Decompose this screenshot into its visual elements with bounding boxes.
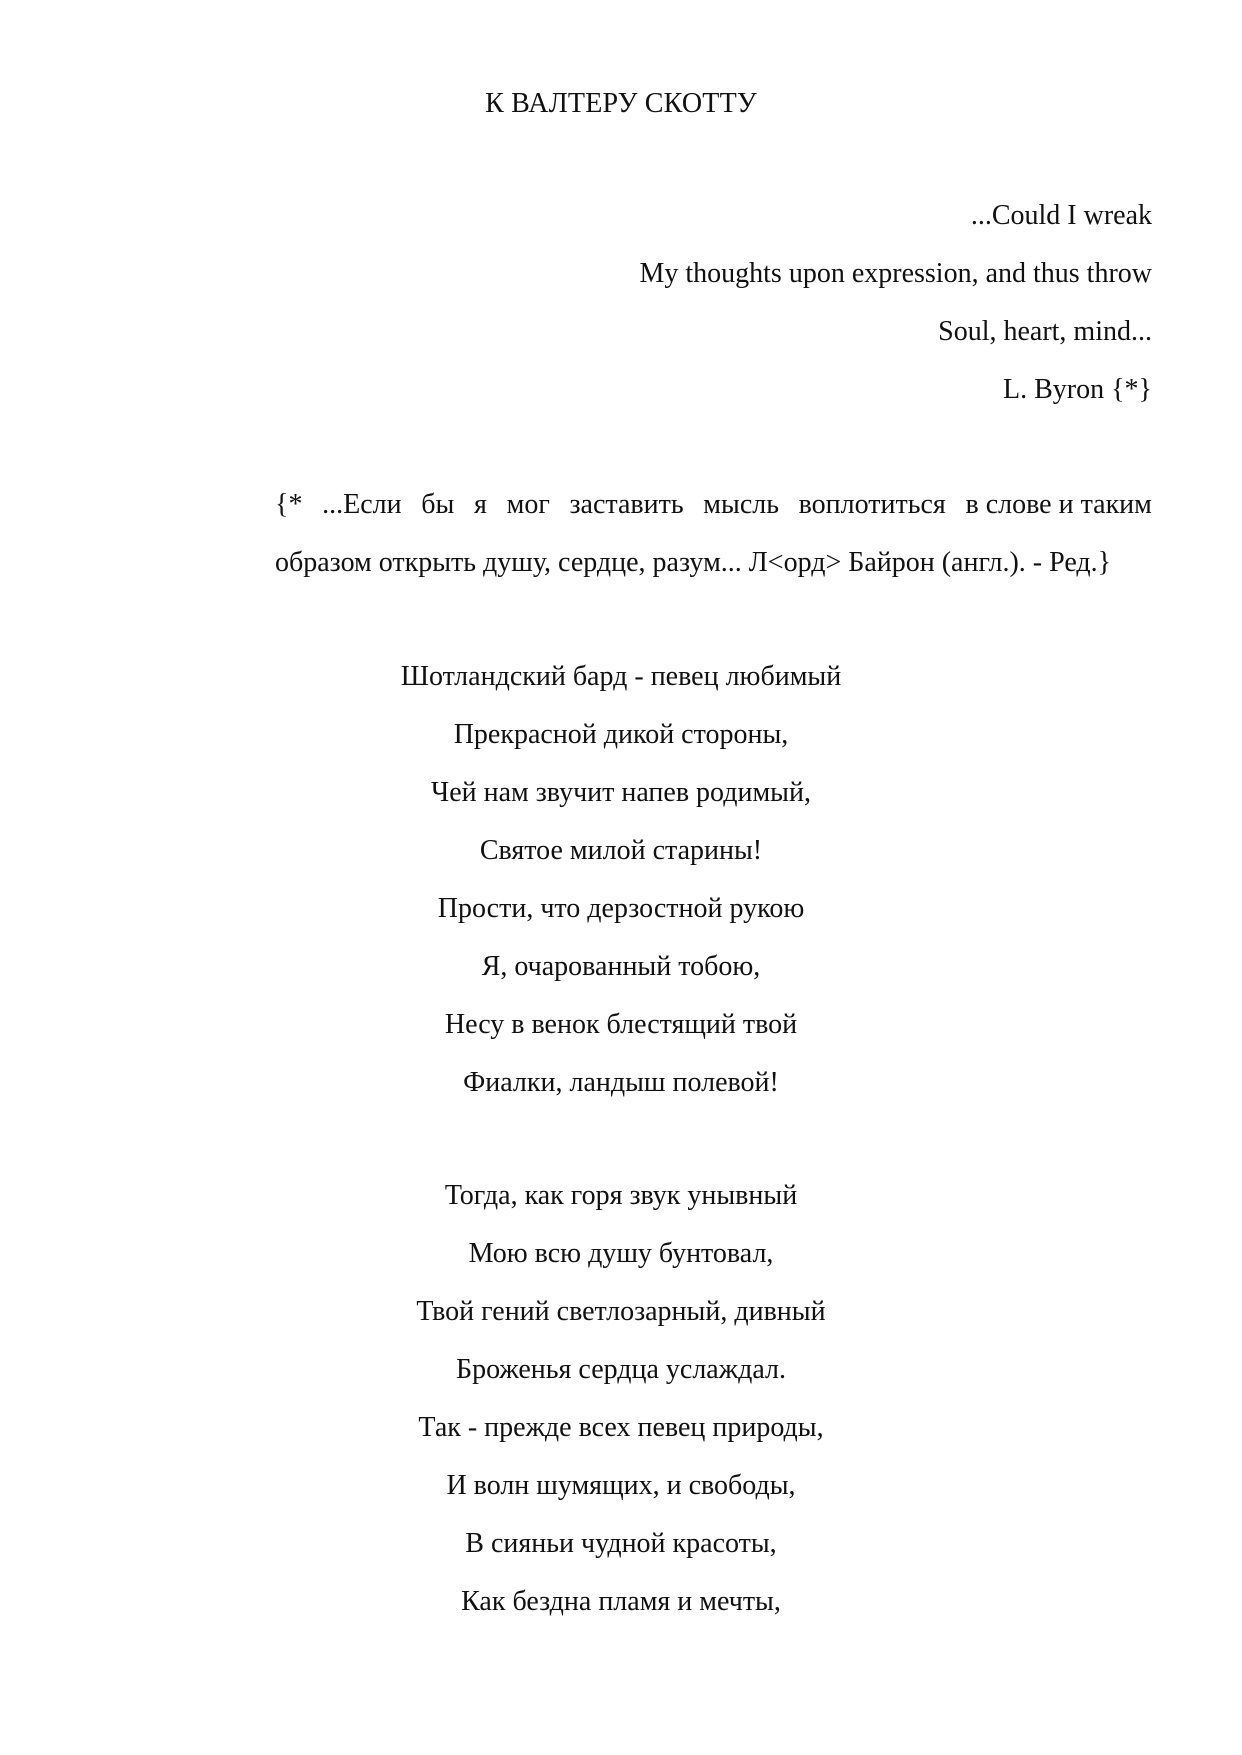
verse-line: Фиалки, ландыш полевой! xyxy=(463,1067,779,1098)
note-word: мог xyxy=(506,489,550,520)
verse-line: Как бездна пламя и мечты, xyxy=(461,1586,781,1617)
verse-line: Прости, что дерзостной рукою xyxy=(437,893,805,924)
note-word: в слове и таким xyxy=(965,489,1152,520)
verse-line: Прекрасной дикой стороны, xyxy=(453,719,789,750)
note-word: воплотиться xyxy=(798,489,946,520)
verse-line: Святое милой старины! xyxy=(479,835,763,866)
epigraph-line: ...Could I wreak xyxy=(970,200,1152,231)
epigraph-line: My thoughts upon expression, and thus throw xyxy=(639,258,1152,289)
verse-line: Шотландский бард - певец любимый xyxy=(400,661,842,692)
verse-line: Тогда, как горя звук унывный xyxy=(444,1180,798,1211)
epigraph-line: Soul, heart, mind... xyxy=(938,316,1152,347)
verse-line: Несу в венок блестящий твой xyxy=(444,1009,798,1040)
translation-note xyxy=(275,485,1152,601)
translation-note-line: образом открыть душу, сердце, разум... Л<орд> Байрон (англ.). - Ред.} xyxy=(275,547,1112,578)
verse-line: В сияньи чудной красоты, xyxy=(465,1528,777,1559)
stanza-1 xyxy=(0,657,1242,1121)
poem-title: К ВАЛТЕРУ СКОТТУ xyxy=(485,88,757,119)
verse-line: Так - прежде всех певец природы, xyxy=(418,1412,824,1443)
note-word: мысль xyxy=(703,489,779,520)
verse-line: Мою всю душу бунтовал, xyxy=(468,1238,774,1269)
verse-line: Чей нам звучит напев родимый, xyxy=(431,777,811,808)
note-word: ...Если xyxy=(322,489,402,520)
verse-line: Броженья сердца услаждал. xyxy=(456,1354,786,1385)
note-word: бы xyxy=(421,489,455,520)
verse-line: И волн шумящих, и свободы, xyxy=(446,1470,796,1501)
stanza-2 xyxy=(0,1176,1242,1640)
note-word: я xyxy=(474,489,487,520)
epigraph-attribution: L. Byron {*} xyxy=(1003,374,1152,405)
verse-line: Твой гений светлозарный, дивный xyxy=(416,1296,826,1327)
note-word: заставить xyxy=(569,489,684,520)
epigraph xyxy=(639,196,1152,428)
note-word: {* xyxy=(275,489,303,520)
verse-line: Я, очарованный тобою, xyxy=(481,951,761,982)
translation-note-line xyxy=(275,485,1152,543)
